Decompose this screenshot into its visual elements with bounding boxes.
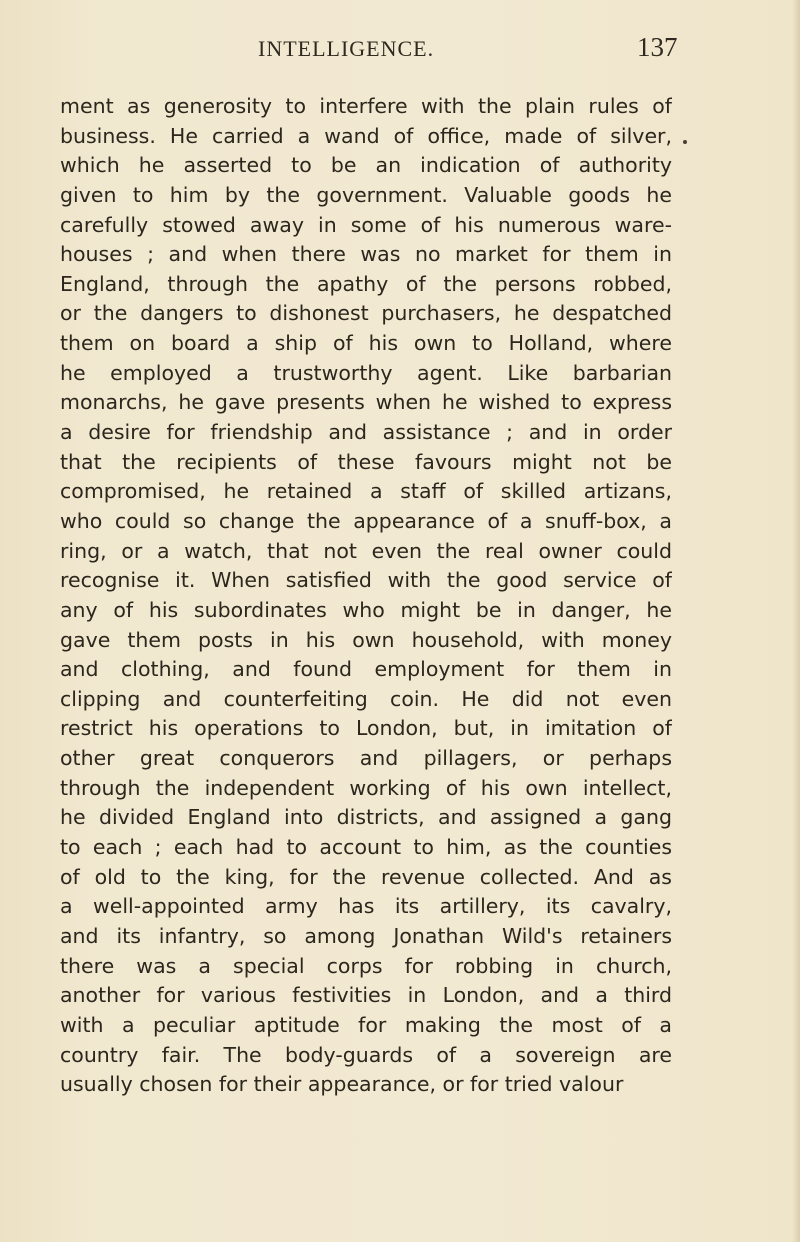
text-line: restrict his operations to London, but, in imitation of: [60, 716, 672, 741]
text-line: business. He carried a wand of office, made of silver,: [60, 123, 672, 148]
text-line: them on board a ship of his own to Holland, where: [60, 331, 672, 356]
text-line: who could so change the appearance of a snuff-box, a: [60, 508, 672, 533]
text-line: a desire for friendship and assistance ; and in order: [60, 420, 672, 445]
text-line: and its infantry, so among Jonathan Wild's retainers: [60, 923, 672, 948]
text-line: that the recipients of these favours might not be: [60, 449, 672, 474]
text-line: monarchs, he gave presents when he wished to express: [60, 390, 672, 415]
text-line: usually chosen for their appearance, or for tried valour: [60, 1072, 624, 1097]
text-line: other great conquerors and pillagers, or perhaps: [60, 746, 672, 771]
text-line: or the dangers to dishonest purchasers, he despatched: [60, 301, 672, 326]
text-line: through the independent working of his own intellect,: [60, 775, 672, 800]
text-line: ring, or a watch, that not even the real owner could: [60, 538, 672, 563]
text-line: compromised, he retained a staff of skilled artizans,: [60, 479, 672, 504]
text-line: ment as generosity to interfere with the plain rules of: [60, 94, 672, 118]
page-number: 137: [637, 32, 678, 62]
stray-ink-mark: [683, 140, 687, 144]
text-line: England, through the apathy of the persons robbed,: [60, 271, 672, 296]
text-line: recognise it. When satisfied with the good service of: [60, 568, 672, 593]
text-line: carefully stowed away in some of his numerous ware-: [60, 212, 672, 237]
text-line: gave them posts in his own household, with money: [60, 627, 672, 652]
text-line: he employed a trustworthy agent. Like barbarian: [60, 360, 672, 385]
text-line: country fair. The body-guards of a sovereign are: [60, 1042, 672, 1067]
text-line: he divided England into districts, and assigned a gang: [60, 805, 672, 830]
text-line: any of his subordinates who might be in danger, he: [60, 597, 672, 622]
text-line: there was a special corps for robbing in church,: [60, 953, 672, 978]
page-edge-shadow: [792, 0, 800, 1242]
text-line: clipping and counterfeiting coin. He did not even: [60, 686, 672, 711]
text-line: to each ; each had to account to him, as the counties: [60, 835, 672, 860]
text-line: houses ; and when there was no market for them in: [60, 242, 672, 267]
text-line: and clothing, and found employment for them in: [60, 657, 672, 682]
text-line: which he asserted to be an indication of authority: [60, 153, 672, 178]
text-line: of old to the king, for the revenue collected. And as: [60, 864, 672, 889]
body-text: [60, 92, 672, 1100]
text-line: with a peculiar aptitude for making the most of a: [60, 1012, 672, 1037]
text-line: given to him by the government. Valuable goods he: [60, 182, 672, 207]
running-head: INTELLIGENCE.: [258, 36, 435, 61]
text-line: a well-appointed army has its artillery, its cavalry,: [60, 894, 672, 919]
text-line: another for various festivities in London, and a third: [60, 983, 672, 1008]
